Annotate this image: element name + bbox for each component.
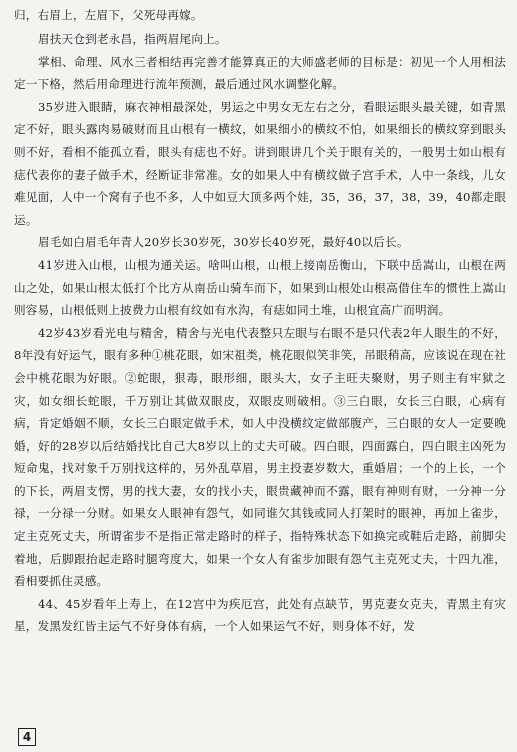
page-number: 4 <box>18 728 36 746</box>
paragraph-5: 41岁进入山根，山根为通关运。啥叫山根，山根上接南岳衡山，下联中岳嵩山，山根在两山之处，如果山根太低打个比方从南岳山骑车而下，如果到山根处山根高借住车的惯性上嵩山则容易，山根低则上披费力山根有纹如有水沟，有痣如同土堆，山根宜高广而明润。 <box>14 257 506 318</box>
paragraph-7: 44、45岁看年上寿上，在12宫中为疾厄宫，此处有点缺节，男克妻女克夫，青黑主有灾星，发黑发红皆主运气不好身体有病，一个人如果运气不好，则身体不好，发 <box>14 596 506 634</box>
paragraph-0: 归，右眉上，左眉下，父死母再嫁。 <box>14 8 203 22</box>
paragraph-4: 眉毛如白眉毛年青人20岁长30岁死，30岁长40岁死，最好40以后长。 <box>38 235 409 250</box>
paragraph-1: 眉扶天仓到老永昌，指两眉尾向上。 <box>38 32 227 46</box>
paragraph-2: 掌相、命理、风水三者相结再完善才能算真正的大师盛老师的目标是：初见一个人用相法定一下格，然后用命理进行流年预测，最后通过风水调整化解。 <box>14 54 506 92</box>
paragraph-6: 42岁43岁看光电与精舍，精舍与光电代表整只左眼与右眼不是只代表2年人眼生的不好，8年没有好运气，眼有多种①桃花眼，如宋祖类，桃花眼似笑非笑，吊眼稍高，应该说在现在社会中桃花眼为好眼。②蛇眼，狠毒，眼形细，眼头大，女子主旺夫聚财，男子则主有牢狱之灾，如女细长蛇眼，千万别让其做双眼皮，双眼皮则破相。③三白眼，女长三白眼，心病有病，肯定婚姻不顺，女长三白眼定做手术，如人中没横纹定做部腹产，三白眼的女人一定要晚婚，好的28岁以后结婚找比自己大8岁以上的丈夫可破。四白眼，四面露白，四白眼主凶死为短命鬼，找对象千万别找这样的，另外乱草眉，男主投妻岁数大，重婚眉；一个的上长，一个的下长，两眉支愣，男的找大妻，女的找小夫，眼贵藏神而不露，眼有神则有财，一分神一分禄，一分禄一分财。如果女人眼神有怨气，如同谁欠其钱或同人打架时的眼神，再加上雀步，定主克死丈夫，所谓雀步不是指正常走路时的样子，指特殊状态下如换完或鞋后走路，前脚尖着地，后脚跟抬起走路时腿弯度大，如果一个女人有雀步加眼有怨气主克死丈夫，十四九准，看相要抓住灵感。 <box>14 325 506 589</box>
book-page <box>14 0 510 752</box>
paragraph-3: 35岁进入眼睛，麻衣神相最深处，男运之中男女无左右之分，看眼运眼头最关键，如青黑定不好，眼头露肉易破财而且山根有一横纹，如果细小的横纹不怕，如果细长的横纹穿到眼头则不好，看相不能孤立看，眼头有痣也不好。讲到眼讲几个关于眼有关的，一般男士如山根有痣代表你的妻子做手术，经断证非常准。女的如果人中有横纹做子宫手术，人中一条线，儿女难见面，人中一个窝有子也不多，人中如豆大顶多两个娃，35，36，37，38，39，40都走眼运。 <box>14 99 506 227</box>
page-body <box>14 28 506 638</box>
